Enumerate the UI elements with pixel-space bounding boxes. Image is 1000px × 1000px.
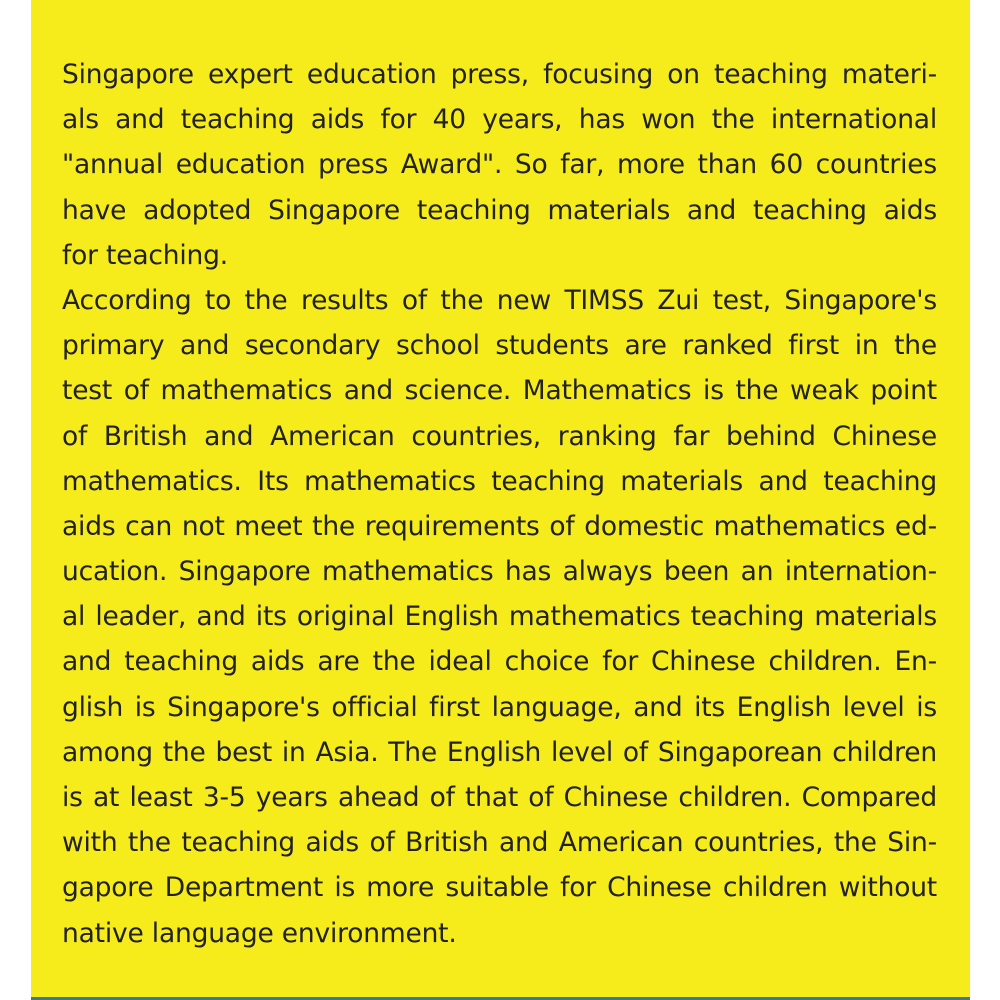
text-line: als and teaching aids for 40 years, has won the international <box>62 104 937 136</box>
text-line: Singapore expert education press, focusing on teaching materi- <box>62 59 937 90</box>
text-line: mathematics. Its mathematics teaching materials and teaching <box>62 465 937 497</box>
text-line: and teaching aids are the ideal choice for Chinese children. En- <box>62 646 937 678</box>
text-line: test of mathematics and science. Mathematics is the weak point <box>62 375 937 407</box>
text-line: with the teaching aids of British and American countries, the Sin- <box>62 827 937 859</box>
text-line: native language environment. <box>62 917 457 949</box>
text-line: glish is Singapore's official first language, and its English level is <box>62 691 937 723</box>
text-line: According to the results of the new TIMSS Zui test, Singapore's <box>62 284 937 316</box>
text-line: among the best in Asia. The English level of Singaporean children <box>62 736 937 768</box>
text-line: have adopted Singapore teaching materials and teaching aids <box>62 194 937 226</box>
body-text <box>62 52 937 956</box>
text-line: primary and secondary school students are ranked first in the <box>62 330 937 362</box>
text-line: al leader, and its original English mathematics teaching materials <box>62 601 937 633</box>
text-line: gapore Department is more suitable for Chinese children without <box>62 872 937 904</box>
text-line: is at least 3-5 years ahead of that of Chinese children. Compared <box>62 782 937 813</box>
text-line: "annual education press Award". So far, more than 60 countries <box>62 149 937 181</box>
text-line: of British and American countries, ranking far behind Chinese <box>62 420 937 452</box>
text-line: aids can not meet the requirements of domestic mathematics ed- <box>62 510 937 542</box>
text-line: ucation. Singapore mathematics has always been an internation- <box>62 556 937 588</box>
yellow-page-panel <box>31 0 970 997</box>
text-line: for teaching. <box>62 239 228 271</box>
